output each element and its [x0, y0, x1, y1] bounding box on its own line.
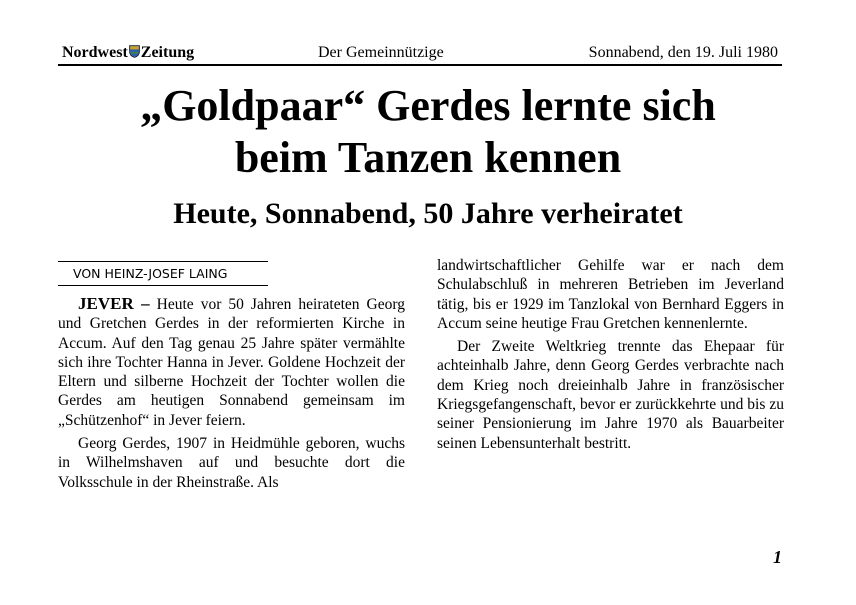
newspaper-name [62, 42, 194, 64]
coat-of-arms-icon [129, 45, 140, 58]
issue-date: Sonnabend, den 19. Juli 1980 [588, 44, 778, 61]
byline: VON HEINZ-JOSEF LAING [58, 261, 268, 286]
section-name: Der Gemeinnützige [318, 44, 444, 61]
subheadline: Heute, Sonnabend, 50 Jahre verheiratet [173, 197, 683, 230]
paragraph-3: Der Zweite Weltkrieg trennte das Ehepaar für achteinhalb Jahre, denn Georg Gerdes verbrachte nach dem Krieg noch dreieinhalb Jahre in französischer Kriegsgefangenschaft, bevor er zurückkehrte und bis zu seiner Pensionierung im Jahre 1970 als Bauarbeiter seinen Lebensunterhalt bestritt. [437, 338, 784, 452]
headline [40, 80, 816, 184]
headline-line-1: „Goldpaar“ Gerdes lernte sich [140, 81, 716, 130]
headline-line-2: beim Tanzen kennen [234, 133, 622, 182]
newspaper-name-part1: Nordwest [62, 44, 128, 61]
article-column-right [437, 256, 784, 453]
paragraph-1 [58, 294, 405, 430]
page-number: 1 [773, 547, 782, 567]
article-column-left [58, 294, 405, 492]
masthead [58, 42, 782, 66]
dateline: JEVER – [78, 294, 150, 313]
paragraph-1-text: Heute vor 50 Jahren heirateten Georg und Gretchen Gerdes in der reformierten Kirche in Accum. Auf den Tag genau 25 Jahre später vermählte sich ihre Tochter Hanna in Jever. Goldene Hochzeit der Eltern und silberne Hochzeit der Tochter wollen die Gerdes am heutigen Sonnabend gemeinsam im „Schützenhof“ in Jever feiern. [58, 296, 405, 429]
newspaper-name-part2: Zeitung [140, 44, 195, 61]
paragraph-2-start: Georg Gerdes, 1907 in Heidmühle geboren, wuchs in Wilhelmshaven auf und besuchte dort die Volksschule in der Rheinstraße. Als [58, 435, 405, 491]
paragraph-2-continued: landwirtschaftlicher Gehilfe war er nach dem Schulabschluß in mehreren Betrieben im Jeverland tätig, bis er 1929 im Tanzlokal von Bernhard Eggers in Accum seine heutige Frau Gretchen kennenlernte. [437, 257, 784, 332]
